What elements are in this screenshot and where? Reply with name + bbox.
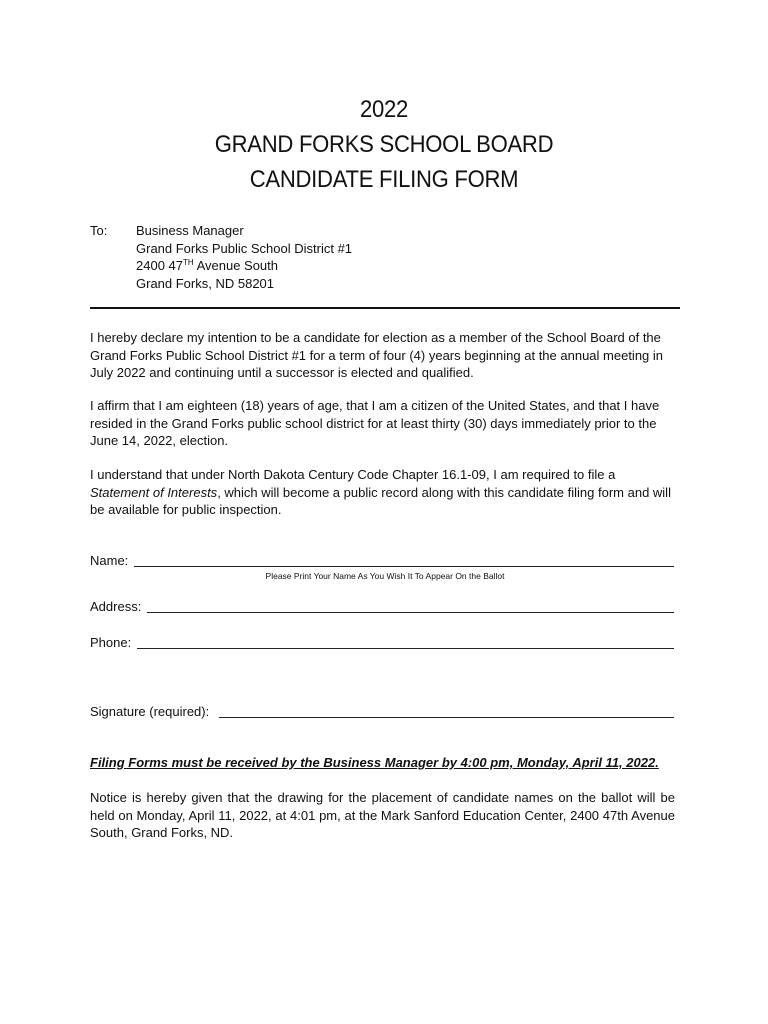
statement-paragraph bbox=[90, 466, 675, 519]
statement-text-before: I understand that under North Dakota Century Code Chapter 16.1-09, I am required to file a bbox=[90, 467, 616, 482]
address-field[interactable] bbox=[90, 598, 674, 615]
filing-deadline: Filing Forms must be received by the Business Manager by 4:00 pm, Monday, April 11, 2022. bbox=[90, 755, 659, 770]
phone-label: Phone: bbox=[90, 635, 132, 650]
ordinal-suffix: TH bbox=[183, 258, 194, 267]
affirmation-paragraph: I affirm that I am eighteen (18) years of age, that I am a citizen of the United States, and that I have resided in the Grand Forks public school district for at least thirty (30) days immediately prior to the June 14, 2022, election. bbox=[90, 398, 660, 448]
form-title bbox=[31, 92, 738, 197]
recipient-line-3 bbox=[136, 257, 352, 275]
recipient-line-1: Business Manager bbox=[136, 223, 244, 238]
name-hint-text: Please Print Your Name As You Wish It To Appear On the Ballot bbox=[265, 571, 505, 581]
signature-input-line[interactable] bbox=[219, 704, 674, 718]
name-label: Name: bbox=[90, 553, 129, 568]
signature-label: Signature (required): bbox=[90, 704, 210, 719]
drawing-notice: Notice is hereby given that the drawing for the placement of candidate names on the ballot will be held on Monday, April 11, 2022, at 4:01 pm, at the Mark Sanford Education Center, 2400 47th Avenue South, Grand Forks, ND. bbox=[90, 790, 675, 840]
phone-input-line[interactable] bbox=[137, 635, 674, 649]
name-hint bbox=[90, 571, 680, 581]
address-input-line[interactable] bbox=[147, 599, 674, 613]
name-input-line[interactable] bbox=[134, 553, 674, 567]
signature-field[interactable] bbox=[90, 703, 674, 720]
to-label: To: bbox=[90, 223, 108, 238]
phone-field[interactable] bbox=[90, 634, 674, 651]
section-divider bbox=[90, 307, 680, 309]
statement-of-interests-term: Statement of Interests bbox=[90, 484, 218, 500]
declaration-paragraph: I hereby declare my intention to be a candidate for election as a member of the School Board of the Grand Forks Public School District #1 for a term of four (4) years beginning at the annual meeting in July 2022 and continuing until a successor is elected and qualified. bbox=[90, 330, 664, 380]
title-board: GRAND FORKS SCHOOL BOARD bbox=[214, 131, 554, 158]
recipient-line-4: Grand Forks, ND 58201 bbox=[136, 275, 275, 291]
statement-text-after: , which will become a public record along with this candidate filing form and will be available for public inspection. bbox=[90, 484, 671, 517]
recipient-lines bbox=[136, 222, 352, 292]
street-number: 2400 47 bbox=[136, 258, 183, 273]
name-field[interactable] bbox=[90, 552, 674, 569]
street-name: Avenue South bbox=[193, 258, 279, 273]
title-form: CANDIDATE FILING FORM bbox=[249, 166, 519, 193]
address-label: Address: bbox=[90, 599, 142, 614]
title-year: 2022 bbox=[359, 96, 409, 123]
recipient-line-2: Grand Forks Public School District #1 bbox=[136, 240, 353, 256]
